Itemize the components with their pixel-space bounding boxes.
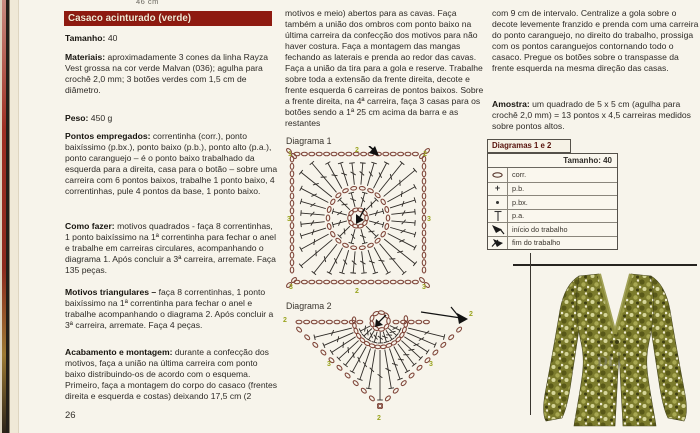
photo-watermark: DL. (597, 354, 622, 370)
finishing-label: Acabamento e montagem: (65, 347, 173, 357)
legend-label: p.a. (512, 211, 525, 221)
round-number: 2 (355, 288, 359, 295)
legend-label: fim do trabalho (512, 238, 561, 248)
legend-row (488, 182, 617, 196)
legend-rows (488, 168, 617, 249)
round-number: 3 (422, 284, 426, 291)
materials-label: Materiais: (65, 52, 106, 62)
legend-row (488, 209, 617, 223)
size-paragraph (65, 33, 278, 44)
size-value: 40 (107, 33, 118, 43)
arrow-start-icon (488, 223, 508, 236)
materials-paragraph (65, 52, 278, 96)
triangle-motifs-label: Motivos triangulares – (65, 287, 157, 297)
legend-label: p.b. (512, 184, 525, 194)
weight-label: Peso: (65, 113, 89, 123)
jacket-silhouette (544, 274, 687, 426)
legend-row (488, 195, 617, 209)
diagram1-chart (285, 146, 485, 296)
finishing-text: durante a confecção dos motivos, faça a união na última carreira com ponto baixo distribuindo-os de acordo com o esquema. Primeiro, faça a montagem do corpo do casaco (frentes direita e esquerda e costas) deixando 17,5 cm (2 (65, 347, 278, 401)
stitches-label: Pontos empregados: (65, 131, 151, 141)
middle-column-paragraph: motivos e meio) abertos para as cavas. Faça também a união dos ombros com ponto baixo na última carreira da confecção dos motivos para não haver costura. Faça a montagem das mangas fechando as laterais e prenda ao redor das cavas. Faça a união da tira para a gola e reserve. Trabalhe sobre toda a extensão da frente direita, decote e frente esquerda 6 carreiras de pontos baixos. Sobre a frente direita, na 4ª carreira, faça 3 casas para os botões sendo a 1ª 25 cm acima da barra e as restantes (285, 8, 484, 128)
weight-paragraph (65, 113, 278, 124)
round-number: 3 (287, 216, 291, 223)
jacket-photo (535, 266, 697, 433)
round-number: 2 (423, 151, 427, 158)
triangle-motifs-paragraph (65, 287, 278, 331)
triangle-motifs-text: faça 8 correntinhas, 1 ponto baixíssimo na 1ª correntinha para fechar o anel e trabalhe acompanhando o diagrama 2. Após concluir a 3ª carreira, arremate. Faça 4 peças. (65, 287, 274, 330)
gauge-text: um quadrado de 5 x 5 cm (agulha para crochê 2,0 mm) = 13 pontos x 4,5 carreiras medidos sobre pontos altos. (492, 99, 691, 131)
spine-margin (10, 0, 19, 433)
round-number: 2 (283, 317, 287, 324)
round-number: 3 (289, 284, 293, 291)
diagram1-label: Diagrama 1 (286, 136, 332, 146)
round-number: 2 (377, 415, 381, 422)
chain-icon (488, 168, 508, 182)
howto-paragraph (65, 221, 278, 276)
start-arrow-icon (369, 146, 379, 156)
legend-label: corr. (512, 170, 527, 180)
size-label: Tamanho: (65, 33, 106, 43)
legend-row (488, 222, 617, 236)
stitches-text: correntinha (corr.), ponto baixíssimo (p.bx.), ponto baixo (p.b.), ponto alto (p.a.), ponto caranguejo – é o ponto baixo trabalhado da esquerda para a direita, casa para o botão – sobre uma carreira com 6 pontos baixos, trabalhe 1 ponto baixo, 4 correntinhas, pule 4 pontos da base, 1 ponto baixo. (65, 131, 278, 196)
top-measurement-label: 46 cm (136, 0, 159, 6)
jacket-button (615, 340, 619, 344)
legend-label: p.bx. (512, 197, 528, 207)
pattern-title-bar (64, 11, 272, 26)
round-number: 1 (288, 151, 292, 158)
arrow-end-icon (488, 237, 508, 250)
photo-crop-line-vertical (530, 253, 531, 415)
legend-row (488, 236, 617, 250)
howto-label: Como fazer: (65, 221, 115, 231)
tbar-icon (488, 210, 508, 223)
pattern-title: Casaco acinturado (verde) (68, 13, 192, 24)
stitches-paragraph (65, 131, 278, 197)
legend-row (488, 168, 617, 182)
end-arrow-icon (421, 307, 468, 324)
weight-value: 450 g (90, 113, 113, 123)
diagram2-chart (283, 302, 495, 428)
materials-text: aproximadamente 3 cones da linha Rayza Vest grossa na cor verde Malvan (036); agulha para crochê 2,0 mm; 3 botões verdes com 1,5 cm de diâmetro. (65, 52, 269, 95)
legend-table (487, 153, 618, 250)
dot-icon (488, 196, 508, 209)
round-number: 3 (327, 361, 331, 368)
gauge-paragraph (492, 99, 699, 132)
round-number: 2 (355, 147, 359, 154)
legend-label: início do trabalho (512, 224, 568, 234)
round-number: 3 (427, 216, 431, 223)
plus-icon: + (488, 183, 508, 196)
right-column-paragraph: com 9 cm de intervalo. Centralize a gola sobre o decote levemente franzido e prenda com uma carreira do ponto caranguejo, no direito do trabalho, prossiga com os pontos caranguejos contornando todo o casaco. Pregue os botões sobre o transpasse da frente esquerda na mesma direção das casas. (492, 8, 699, 73)
legend-title-tab: Diagramas 1 e 2 (487, 139, 571, 153)
page-number: 26 (65, 410, 76, 421)
legend-size-row: Tamanho: 40 (488, 154, 617, 168)
round-number: 2 (469, 311, 473, 318)
gauge-label: Amostra: (492, 99, 530, 109)
round-number: 3 (429, 361, 433, 368)
diagram2-label: Diagrama 2 (286, 301, 332, 311)
howto-text: motivos quadrados - faça 8 correntinhas, 1 ponto baixíssimo na 1ª correntinha para fechar o anel e trabalhe em carreiras circulares, acompanhando o diagrama 1. Após concluir a 3ª carreira, arremate. Faça 135 peças. (65, 221, 276, 275)
finishing-paragraph (65, 347, 278, 402)
